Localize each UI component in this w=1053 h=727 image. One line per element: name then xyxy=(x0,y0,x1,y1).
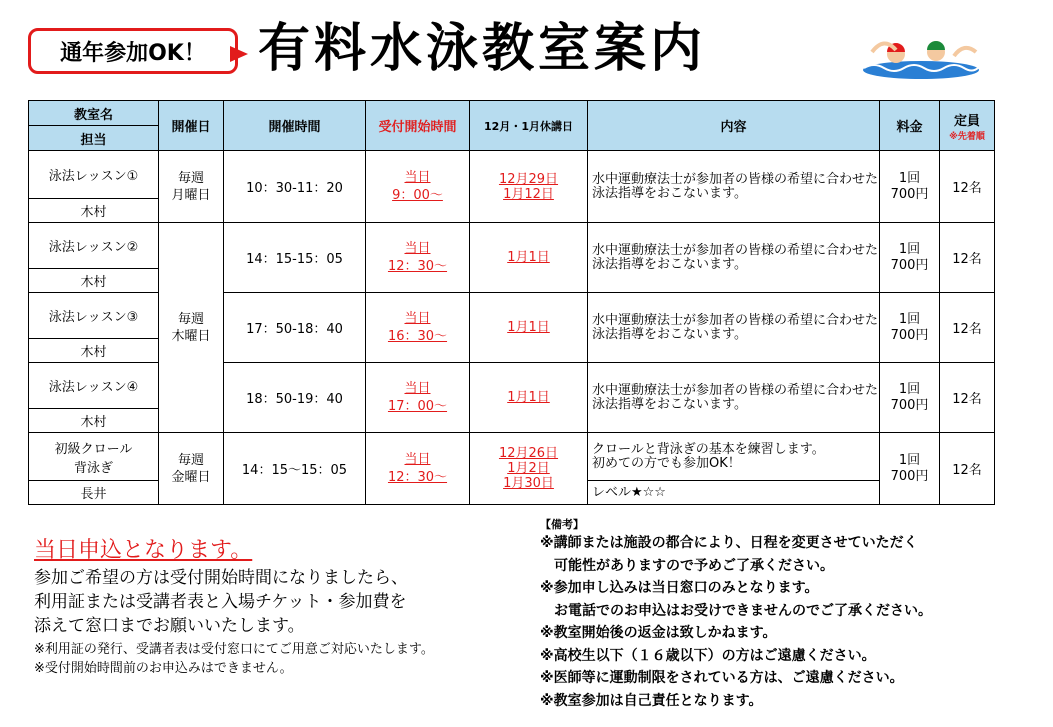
schedule-table xyxy=(28,100,995,505)
col-class: 教室名 xyxy=(29,101,159,126)
page-title: 有料水泳教室案内 xyxy=(258,19,707,79)
level-cell: レベル★☆☆ xyxy=(588,481,880,505)
remarks-list: ※講師または施設の都合により、日程を変更させていただく 可能性がありますので予めご了承ください。 ※参加申し込みは当日窓口のみとなります。 お電話でのお申込はお受けできませんのでご了承ください。 ※教室開始後の返金は致しかねます。 ※高校生以下（１６歳以下）の方はご遠慮ください。 ※医師等に運動制限をされている方は、ご遠慮ください。 ※教室参加は自己責任となります。 xyxy=(540,535,932,709)
capacity-cell: 12名 xyxy=(940,363,995,433)
capacity-cell: 12名 xyxy=(940,223,995,293)
day-cell: 毎週 月曜日 xyxy=(159,151,224,223)
remarks-label: 【備考】 xyxy=(540,518,584,531)
day-cell: 毎週 金曜日 xyxy=(159,433,224,505)
open-cell: 当日 9：00～ xyxy=(366,151,470,223)
col-day: 開催日 xyxy=(159,101,224,151)
badge-text: 通年参加OK！ xyxy=(60,40,206,66)
time-cell: 14：15～15：05 xyxy=(224,433,366,505)
year-round-badge xyxy=(28,28,238,74)
time-cell: 18：50-19：40 xyxy=(224,363,366,433)
col-instructor: 担当 xyxy=(29,126,159,151)
capacity-cell: 12名 xyxy=(940,293,995,363)
fee-cell: 1回 700円 xyxy=(880,363,940,433)
holiday-cell: 1月1日 xyxy=(470,223,588,293)
capacity-cell: 12名 xyxy=(940,433,995,505)
open-cell: 当日 12：30～ xyxy=(366,433,470,505)
content-cell: 水中運動療法士が参加者の皆様の希望に合わせた 泳法指導をおこないます。 xyxy=(588,293,880,363)
fee-cell: 1回 700円 xyxy=(880,433,940,505)
same-day-headline: 当日申込となります。 xyxy=(34,538,253,563)
instructor-name: 木村 xyxy=(29,199,159,223)
class-name: 初級クロール 背泳ぎ xyxy=(29,433,159,481)
capacity-cell: 12名 xyxy=(940,151,995,223)
fee-cell: 1回 700円 xyxy=(880,223,940,293)
content-cell: 水中運動療法士が参加者の皆様の希望に合わせた 泳法指導をおこないます。 xyxy=(588,363,880,433)
open-cell: 当日 16：30～ xyxy=(366,293,470,363)
col-open: 受付開始時間 xyxy=(366,101,470,151)
class-name: 泳法レッスン② xyxy=(29,223,159,269)
day-cell: 毎週 木曜日 xyxy=(159,223,224,433)
application-notes: ※利用証の発行、受講者表は受付窓口にてご用意ご対応いたします。 ※受付開始時間前のお申込みはできません。 xyxy=(34,642,434,676)
application-instructions: 参加ご希望の方は受付開始時間になりましたら、 利用証または受講者表と入場チケット・参加費を 添えて窓口までお願いいたします。 xyxy=(34,568,408,636)
open-cell: 当日 17：00～ xyxy=(366,363,470,433)
badge-pointer xyxy=(230,46,248,62)
class-name: 泳法レッスン④ xyxy=(29,363,159,409)
capacity-note: ※先着順 xyxy=(949,131,985,142)
col-time: 開催時間 xyxy=(224,101,366,151)
col-content: 内容 xyxy=(588,101,880,151)
open-cell: 当日 12：30～ xyxy=(366,223,470,293)
class-name: 泳法レッスン③ xyxy=(29,293,159,339)
time-cell: 14：15-15：05 xyxy=(224,223,366,293)
capacity-label: 定員 xyxy=(953,113,980,129)
swimmers-illustration-icon xyxy=(862,30,980,80)
content-cell: 水中運動療法士が参加者の皆様の希望に合わせた 泳法指導をおこないます。 xyxy=(588,151,880,223)
time-cell: 17：50-18：40 xyxy=(224,293,366,363)
instructor-name: 木村 xyxy=(29,339,159,363)
fee-cell: 1回 700円 xyxy=(880,151,940,223)
holiday-cell: 12月29日 1月12日 xyxy=(470,151,588,223)
col-holiday: 12月・1月休講日 xyxy=(470,101,588,151)
fee-cell: 1回 700円 xyxy=(880,293,940,363)
content-cell: 水中運動療法士が参加者の皆様の希望に合わせた 泳法指導をおこないます。 xyxy=(588,223,880,293)
time-cell: 10：30-11：20 xyxy=(224,151,366,223)
holiday-cell: 12月26日 1月2日 1月30日 xyxy=(470,433,588,505)
class-name: 泳法レッスン① xyxy=(29,151,159,199)
instructor-name: 長井 xyxy=(29,481,159,505)
holiday-cell: 1月1日 xyxy=(470,363,588,433)
col-capacity xyxy=(940,101,995,151)
content-cell: クロールと背泳ぎの基本を練習します。 初めての方でも参加OK！ xyxy=(588,433,880,481)
col-fee: 料金 xyxy=(880,101,940,151)
instructor-name: 木村 xyxy=(29,409,159,433)
instructor-name: 木村 xyxy=(29,269,159,293)
holiday-cell: 1月1日 xyxy=(470,293,588,363)
